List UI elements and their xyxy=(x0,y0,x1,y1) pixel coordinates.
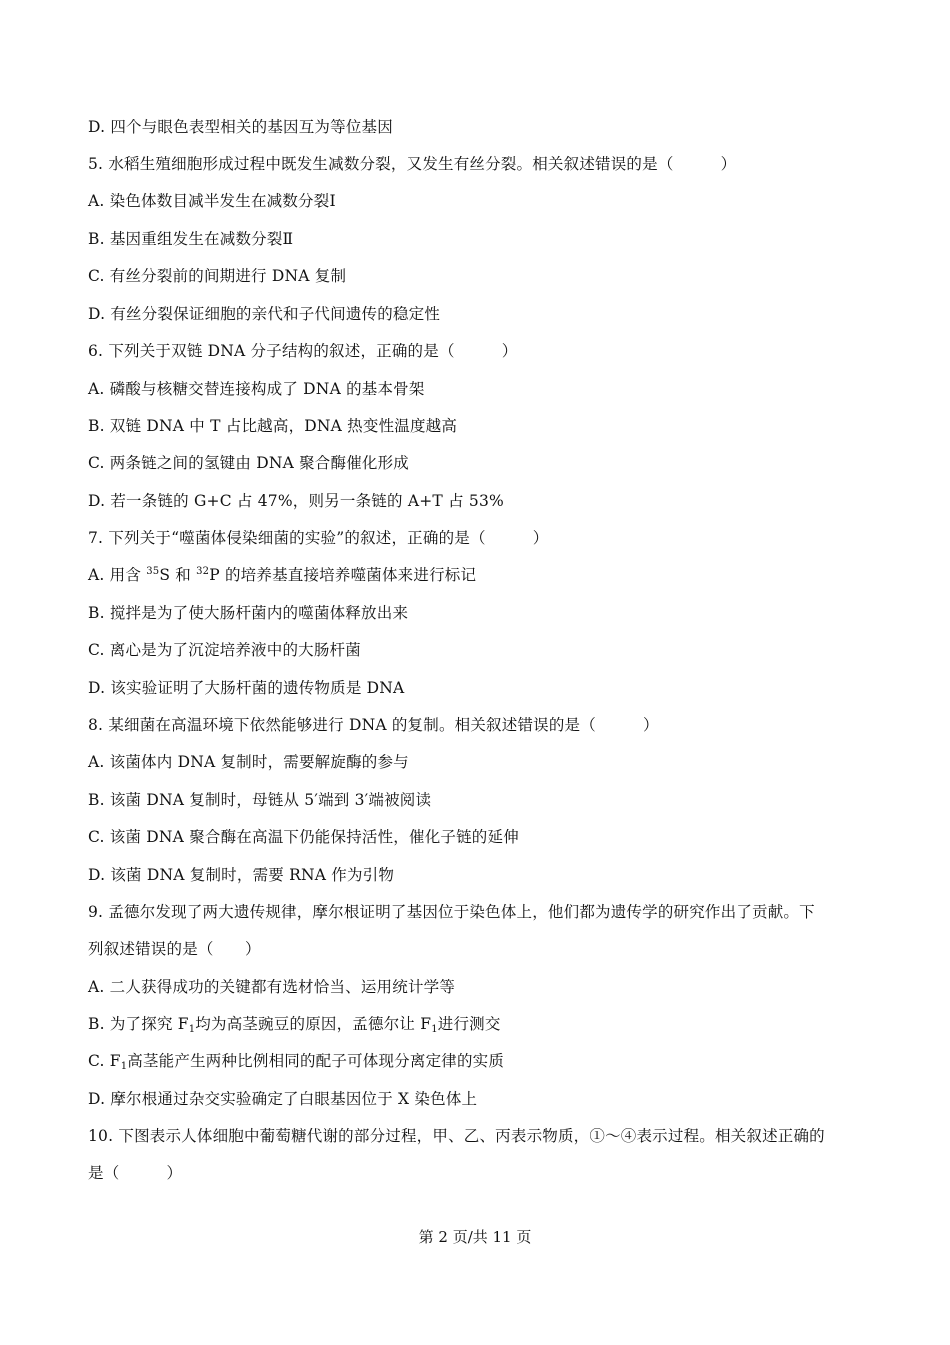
q9-c-text-1: C. F xyxy=(88,1052,121,1070)
q6-option-d: D. 若一条链的 G+C 占 47%，则另一条链的 A+T 占 53% xyxy=(88,492,504,510)
q6-option-a: A. 磷酸与核糖交替连接构成了 DNA 的基本骨架 xyxy=(88,380,425,398)
q5-option-a: A. 染色体数目减半发生在减数分裂Ⅰ xyxy=(88,192,336,210)
q8-option-d: D. 该菌 DNA 复制时，需要 RNA 作为引物 xyxy=(88,866,395,884)
q9-option-a: A. 二人获得成功的关键都有选材恰当、运用统计学等 xyxy=(88,978,456,996)
page-footer: 第 2 页/共 11 页 xyxy=(418,1228,532,1246)
q6-option-c: C. 两条链之间的氢键由 DNA 聚合酶催化形成 xyxy=(88,454,409,472)
q7-a-sup-32: 32 xyxy=(196,566,210,577)
q7-a-text-3: P 的培养基直接培养噬菌体来进行标记 xyxy=(209,566,477,584)
q9-c-sub-1: 1 xyxy=(120,1061,128,1072)
q9-b-text-2: 均为高茎豌豆的原因，孟德尔让 F xyxy=(195,1015,432,1033)
q9-b-text-3: 进行测交 xyxy=(437,1015,501,1033)
q4-option-d: D. 四个与眼色表型相关的基因互为等位基因 xyxy=(88,118,393,136)
q7-a-text-1: A. 用含 xyxy=(88,566,147,584)
q10-stem-line-2: 是（ ） xyxy=(88,1164,183,1182)
q8-option-c: C. 该菌 DNA 聚合酶在高温下仍能保持活性，催化子链的延伸 xyxy=(88,828,519,846)
q6-stem: 6. 下列关于双链 DNA 分子结构的叙述，正确的是（ ） xyxy=(88,342,518,360)
q8-option-b: B. 该菌 DNA 复制时，母链从 5′端到 3′端被阅读 xyxy=(88,791,432,809)
q5-option-d: D. 有丝分裂保证细胞的亲代和子代间遗传的稳定性 xyxy=(88,305,441,323)
q9-stem-line-2: 列叙述错误的是（ ） xyxy=(88,940,261,958)
q7-option-d: D. 该实验证明了大肠杆菌的遗传物质是 DNA xyxy=(88,679,405,697)
q8-option-a: A. 该菌体内 DNA 复制时，需要解旋酶的参与 xyxy=(88,753,409,771)
q9-option-b xyxy=(88,1014,501,1034)
q7-a-text-2: S 和 xyxy=(159,566,197,584)
q8-stem: 8. 某细菌在高温环境下依然能够进行 DNA 的复制。相关叙述错误的是（ ） xyxy=(88,716,659,734)
q9-c-text-2: 高茎能产生两种比例相同的配子可体现分离定律的实质 xyxy=(127,1052,505,1070)
q7-a-sup-35: 35 xyxy=(146,566,160,577)
q5-option-c: C. 有丝分裂前的间期进行 DNA 复制 xyxy=(88,267,347,285)
q9-option-d: D. 摩尔根通过杂交实验确定了白眼基因位于 X 染色体上 xyxy=(88,1090,478,1108)
q6-option-b: B. 双链 DNA 中 T 占比越高，DNA 热变性温度越高 xyxy=(88,417,458,435)
q9-stem-line-1: 9. 孟德尔发现了两大遗传规律，摩尔根证明了基因位于染色体上，他们都为遗传学的研究作出了贡献。下 xyxy=(88,903,815,921)
q5-option-b: B. 基因重组发生在减数分裂Ⅱ xyxy=(88,230,294,248)
q9-b-sub-2: 1 xyxy=(431,1024,438,1035)
q7-stem: 7. 下列关于“噬菌体侵染细菌的实验”的叙述，正确的是（ ） xyxy=(88,529,549,547)
q10-stem-line-1: 10. 下图表示人体细胞中葡萄糖代谢的部分过程，甲、乙、丙表示物质，①～④表示过程。相关叙述正确的 xyxy=(88,1127,825,1145)
q9-b-text-1: B. 为了探究 F xyxy=(88,1015,189,1033)
q7-option-a xyxy=(88,565,476,585)
q9-option-c xyxy=(88,1051,504,1071)
q7-option-c: C. 离心是为了沉淀培养液中的大肠杆菌 xyxy=(88,641,361,659)
q9-b-sub-1: 1 xyxy=(188,1024,196,1035)
q7-option-b: B. 搅拌是为了使大肠杆菌内的噬菌体释放出来 xyxy=(88,604,409,622)
q5-stem: 5. 水稻生殖细胞形成过程中既发生减数分裂，又发生有丝分裂。相关叙述错误的是（ ） xyxy=(88,155,737,173)
